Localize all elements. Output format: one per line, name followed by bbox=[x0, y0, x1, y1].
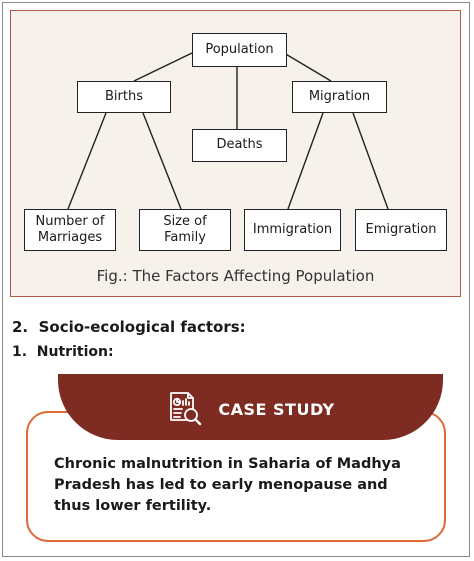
node-population: Population bbox=[192, 33, 287, 67]
connector-migration-immigration bbox=[288, 113, 323, 209]
node-immigration: Immigration bbox=[244, 209, 341, 251]
node-size-of-family: Size of Family bbox=[139, 209, 231, 251]
connector-population-births bbox=[134, 53, 192, 81]
figure-caption: Fig.: The Factors Affecting Population bbox=[96, 267, 375, 285]
node-emigration: Emigration bbox=[355, 209, 447, 251]
case-study-text: Chronic malnutrition in Saharia of Madhya Pradesh has led to early menopause and thus lower fertility. bbox=[54, 456, 401, 514]
connector-births-family bbox=[143, 113, 181, 209]
section-heading: 2. Socio-ecological factors: bbox=[12, 318, 246, 336]
population-factors-figure bbox=[10, 10, 461, 297]
connector-migration-emigration bbox=[353, 113, 388, 209]
report-magnifier-icon bbox=[166, 390, 204, 428]
case-study-title: CASE STUDY bbox=[218, 399, 335, 419]
node-births: Births bbox=[77, 81, 171, 113]
node-migration: Migration bbox=[292, 81, 387, 113]
connector-births-marriages bbox=[68, 113, 106, 209]
case-study-banner bbox=[58, 374, 443, 440]
node-number-of-marriages: Number of Marriages bbox=[24, 209, 116, 251]
subsection-heading: 1. Nutrition: bbox=[12, 344, 114, 360]
connector-population-migration bbox=[284, 53, 331, 81]
node-deaths: Deaths bbox=[192, 129, 287, 162]
